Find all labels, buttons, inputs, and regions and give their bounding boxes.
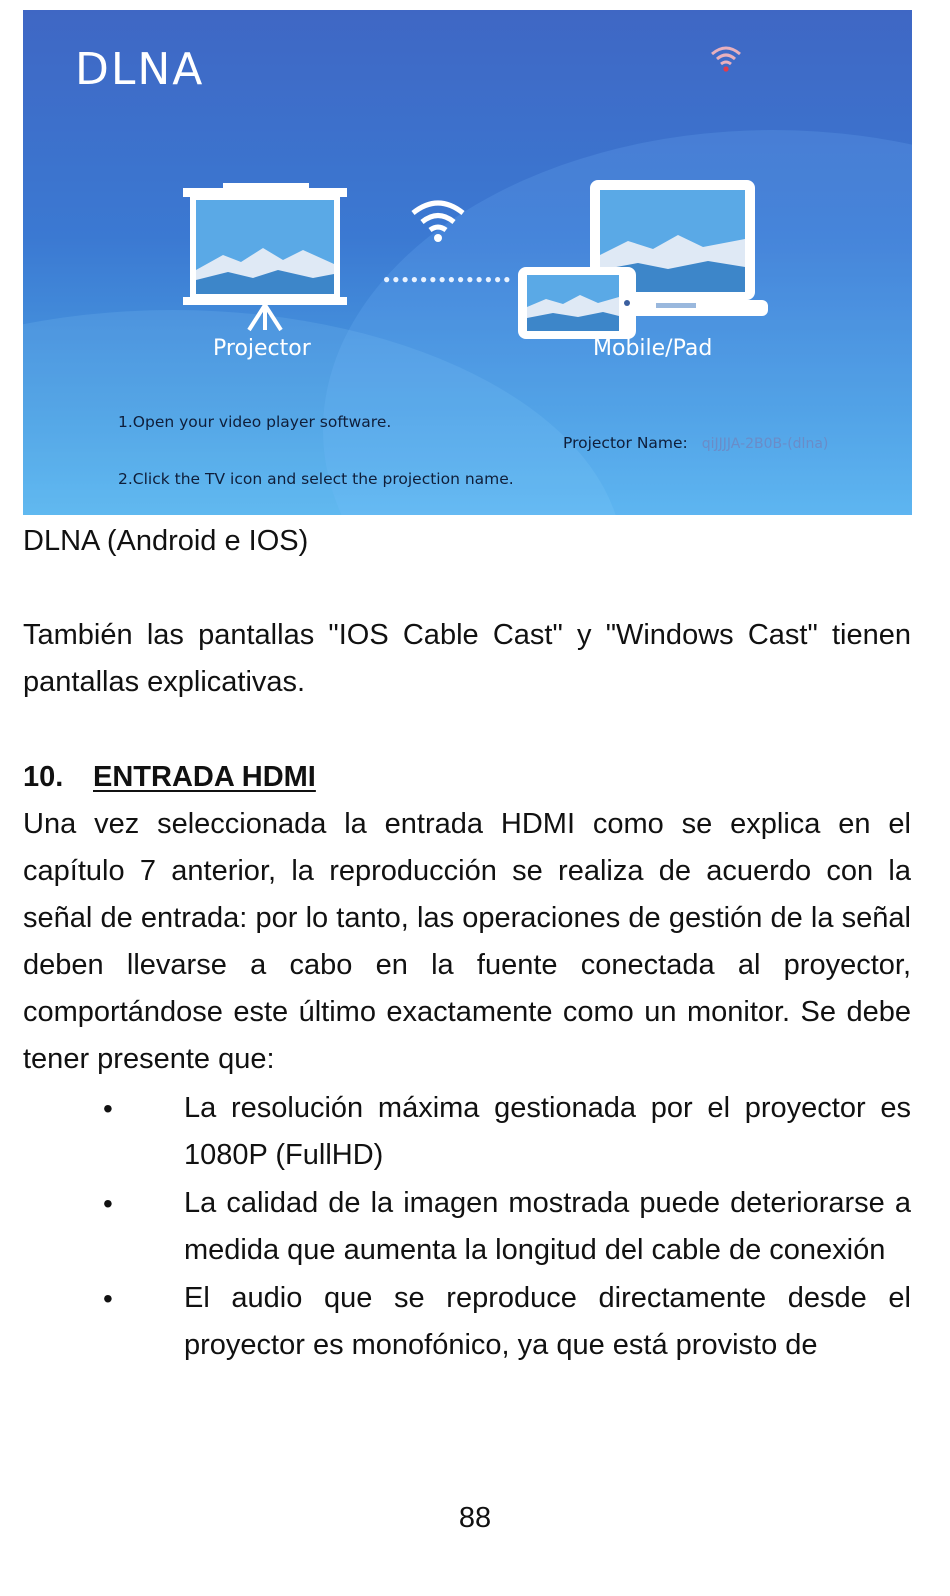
projector-name — [563, 434, 828, 452]
projector-name-value: qiJJJJA-2B0B-(dlna) — [701, 436, 829, 452]
section-number: 10. — [23, 761, 64, 793]
list-item — [23, 1180, 911, 1274]
mobile-pad-label: Mobile/Pad — [593, 336, 713, 361]
instruction-2: 2.Click the TV icon and select the projection name. — [118, 470, 514, 488]
projector-label: Projector — [213, 336, 311, 361]
list-item-text: La resolución máxima gestionada por el proyector es 1080P (FullHD) — [184, 1092, 911, 1171]
bullet-icon: • — [103, 1093, 113, 1124]
section-title: ENTRADA HDMI — [93, 761, 316, 793]
projector-name-label: Projector Name: — [563, 434, 688, 452]
figure-caption: DLNA (Android e IOS) — [23, 525, 309, 557]
instruction-1: 1.Open your video player software. — [118, 413, 392, 431]
screen-title: DLNA — [75, 44, 205, 95]
projector-screen-icon — [183, 180, 353, 340]
wifi-icon — [709, 44, 743, 74]
list-item-text: La calidad de la imagen mostrada puede deteriorarse a medida que aumenta la longitud del cable de conexión — [184, 1187, 911, 1266]
bullet-icon: • — [103, 1188, 113, 1219]
list-item — [23, 1275, 911, 1369]
paragraph-cast-screens: También las pantallas "IOS Cable Cast" y "Windows Cast" tienen pantallas explicativas. — [23, 619, 911, 698]
laptop-icon — [518, 175, 778, 345]
dlna-screenshot — [23, 10, 912, 515]
list-item — [23, 1085, 911, 1179]
notes-list — [23, 1085, 911, 1370]
connection-dots: ●●●●●●●●●●●●●● — [383, 272, 513, 286]
wifi-icon — [408, 195, 468, 245]
page-number: 88 — [458, 1502, 492, 1534]
bullet-icon: • — [103, 1283, 113, 1314]
list-item-text: El audio que se reproduce directamente desde el proyector es monofónico, ya que está provisto de — [184, 1282, 911, 1361]
section-heading — [23, 754, 911, 801]
paragraph-hdmi-input: Una vez seleccionada la entrada HDMI como se explica en el capítulo 7 anterior, la reproducción se realiza de acuerdo con la señal de entrada: por lo tanto, las operaciones de gestión de la señal deben llevarse a cabo en la fuente conectada al proyector, comportándose este último exactamente como un monitor. Se debe tener presente que: — [23, 808, 911, 1075]
